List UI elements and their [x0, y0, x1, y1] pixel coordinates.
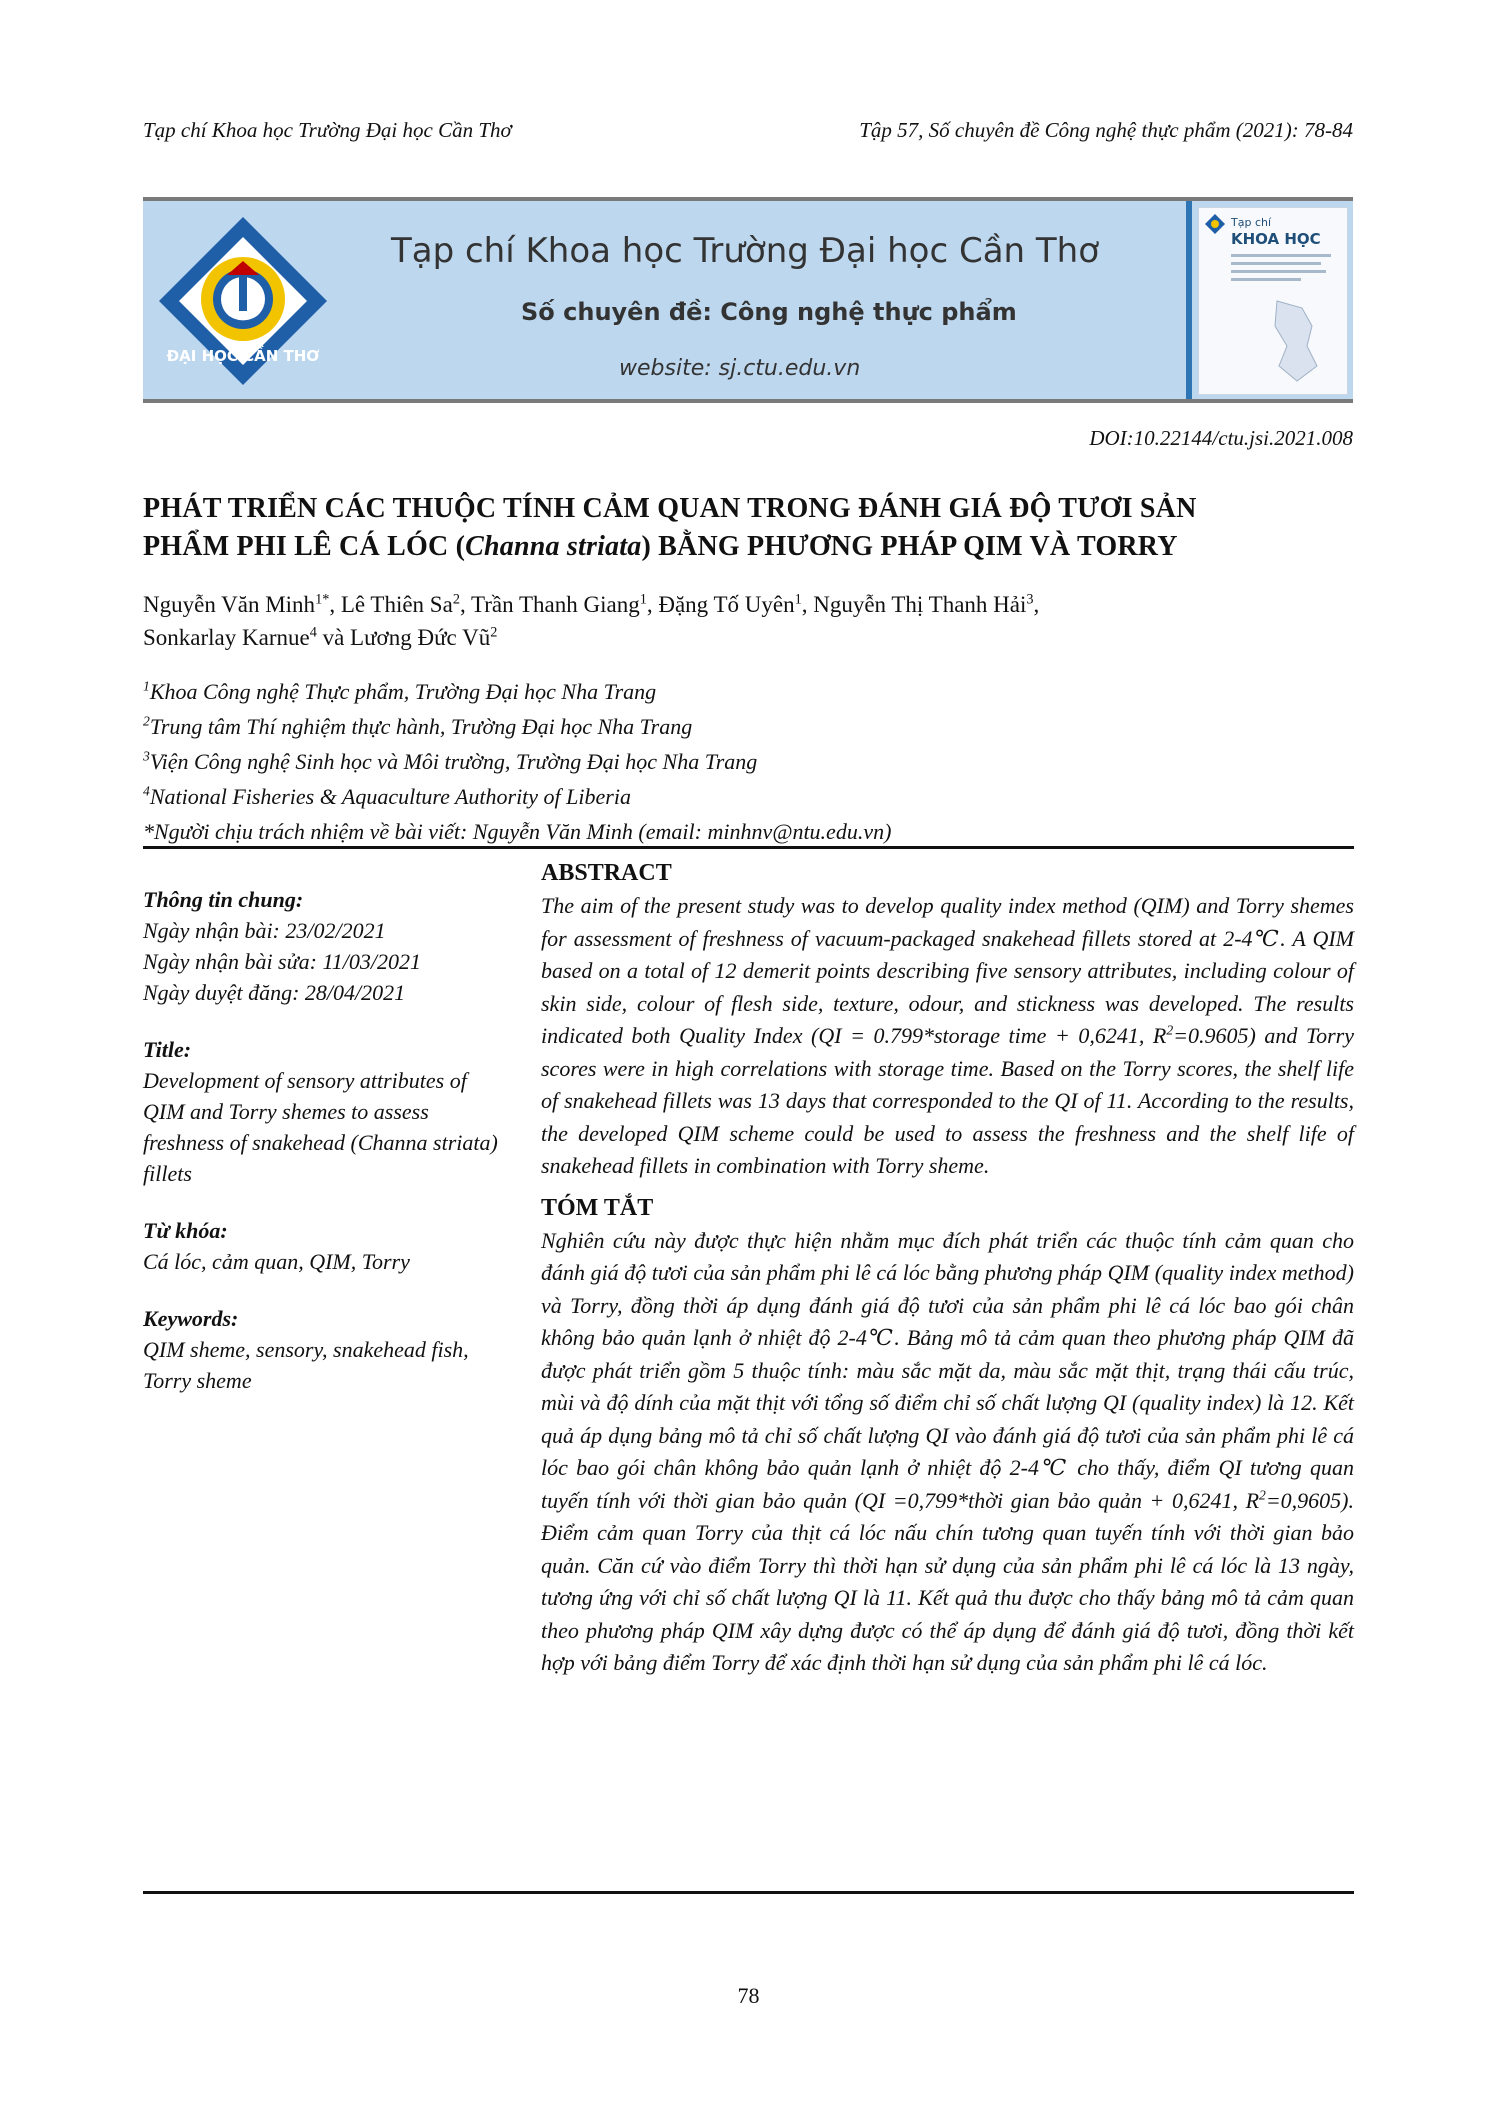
- cover-title: KHOA HỌC: [1231, 230, 1321, 248]
- info-heading: Thông tin chung:: [143, 887, 304, 912]
- title-part: PHẨM PHI LÊ CÁ LÓC (: [143, 531, 466, 562]
- author-list: Nguyễn Văn Minh$^{1*}$, Lê Thiên Sa$^2$, Trần Thanh Giang$^1$, Đặng Tố Uyên$^1$, Nguyễn Thị Thanh Hải$^3$, Sonkarlay Karnue$^4$ và Lương Đức $Vũ^2$: [143, 591, 1040, 650]
- affiliation: $^3$Viện Công nghệ Sinh học và Môi trường, Trường Đại học Nha Trang: [143, 748, 758, 774]
- journal-name: Tạp chí Khoa học Trường Đại học Cần Thơ: [143, 118, 512, 142]
- keywords-heading: Keywords:: [143, 1306, 239, 1331]
- abstract-column: [541, 856, 1354, 1680]
- vn-keywords: [143, 1215, 503, 1277]
- affiliations: [143, 674, 1358, 849]
- banner-title: Tạp chí Khoa học Trường Đại học Cần Thơ: [391, 231, 1100, 271]
- author: Sonkarlay Karnue$^4$: [143, 624, 317, 650]
- species-name: Channa striata: [465, 531, 642, 562]
- revised-date: Ngày nhận bài sửa: 11/03/2021: [143, 949, 422, 974]
- bottom-rule: [143, 1891, 1354, 1894]
- tu-khoa-text: Cá lóc, cảm quan, QIM, Torry: [143, 1249, 410, 1274]
- running-header: [143, 118, 1353, 143]
- banner-subtitle: Số chuyên đề: Công nghệ thực phẩm: [521, 298, 1017, 326]
- received-date: Ngày nhận bài: 23/02/2021: [143, 918, 386, 943]
- map-icon: [1257, 296, 1337, 386]
- article-info-column: [143, 884, 503, 1422]
- volume-info: Tập 57, Số chuyên đề Công nghệ thực phẩm (2021): 78-84: [859, 118, 1353, 142]
- author: Nguyễn Văn Minh$^{1*}$: [143, 591, 330, 617]
- university-logo-icon: [153, 211, 333, 391]
- en-title-text: Development of sensory attributes of QIM and Torry shemes to assess freshness of snakehead (Channa striata) fillets: [143, 1068, 498, 1186]
- en-title-heading: Title:: [143, 1037, 192, 1062]
- affiliation: $^2$Trung tâm Thí nghiệm thực hành, Trường Đại học Nha Trang: [143, 713, 693, 739]
- author: Nguyễn Thị Thanh Hải$^3$: [813, 591, 1034, 617]
- cover-tag: Tạp chí: [1231, 216, 1272, 229]
- page-number: 78: [737, 1983, 760, 2008]
- abstract-text: The aim of the present study was to develop quality index method (QIM) and Torry shemes for assessment of freshness of vacuum-packaged snakehead fillets stored at 2-4℃. A QIM based on a total of 12 demerit points describing five sensory attributes, including colour of skin side, colour of flesh side, texture, odour, and stickness was developed. The results indicated both Quality Index (QI = 0.799*storage time + 0,6241, $R^2=0.9605$) and Torry scores were in high correlations with storage time. Based on the Torry scores, the shelf life of snakehead fillets was 13 days that corresponded to the QI of 11. According to the results, the developed QIM scheme could be used to assess the freshness and the shelf life of snakehead fillets in combination with Torry sheme.: [541, 893, 1355, 1178]
- journal-banner: [143, 197, 1353, 403]
- banner-stripe: [1186, 201, 1192, 399]
- title-line-1: PHÁT TRIỂN CÁC THUỘC TÍNH CẢM QUAN TRONG ĐÁNH GIÁ ĐỘ TƯƠI SẢN: [143, 493, 1197, 524]
- general-info: [143, 884, 503, 1008]
- banner-website: website: sj.ctu.edu.vn: [619, 356, 861, 381]
- keywords-text: QIM sheme, sensory, snakehead fish, Torry sheme: [143, 1337, 469, 1393]
- author: Lê Thiên Sa$^2$: [340, 591, 460, 617]
- en-keywords: [143, 1303, 503, 1396]
- author: Lương Đức $Vũ^2$: [350, 624, 498, 650]
- author: Trần Thanh Giang$^1$: [471, 591, 647, 617]
- article-title: [143, 490, 1358, 566]
- journal-cover-thumbnail: [1198, 207, 1348, 395]
- abstract-heading: ABSTRACT: [541, 860, 672, 886]
- doi: DOI:10.22144/ctu.jsi.2021.008: [1089, 426, 1353, 450]
- top-rule: [143, 846, 1354, 849]
- accepted-date: Ngày duyệt đăng: 28/04/2021: [143, 980, 406, 1005]
- author: Đặng Tố Uyên$^1$: [658, 591, 802, 617]
- cover-text-lines: [1231, 254, 1331, 286]
- affiliation: $^1$Khoa Công nghệ Thực phẩm, Trường Đại học Nha Trang: [143, 678, 657, 704]
- corresponding-author: *Người chịu trách nhiệm về bài viết: Nguyễn Văn Minh (email: minhnv@ntu.edu.vn): [143, 819, 892, 844]
- tu-khoa-heading: Từ khóa:: [143, 1218, 228, 1243]
- affiliation: $^4$National Fisheries & Aquaculture Authority of Liberia: [143, 783, 631, 809]
- english-title: [143, 1034, 503, 1189]
- small-logo-icon: [1205, 214, 1225, 234]
- tom-tat-text: Nghiên cứu này được thực hiện nhằm mục đích phát triển các thuộc tính cảm quan cho đánh giá độ tươi của sản phẩm phi lê cá lóc bằng phương pháp QIM (quality index method) và Torry, đồng thời áp dụng đánh giá độ tươi của sản phẩm phi lê cá lóc bao gói chân không bảo quản lạnh ở nhiệt độ 2-4℃. Bảng mô tả cảm quan theo phương pháp QIM đã được phát triển gồm 5 thuộc tính: màu sắc mặt da, màu sắc mặt thịt, trạng thái cấu trúc, mùi và độ dính của mặt thịt với tổng số điểm chỉ số chất lượng QI (quality index) là 12. Kết quả áp dụng bảng mô tả chỉ số chất lượng QI vào đánh giá độ tươi của sản phẩm phi lê cá lóc bao gói chân không bảo quản lạnh ở nhiệt độ 2-4℃ cho thấy, điểm QI tương quan tuyến tính với thời gian bảo quản (QI =0,799*thời gian bảo quản + 0,6241, $R^2=0,9605$). Điểm cảm quan Torry của thịt cá lóc nấu chín tương quan tuyến tính với thời gian bảo quản. Căn cứ vào điểm Torry thì thời hạn sử dụng của sản phẩm phi lê cá lóc là 13 ngày, tương ứng với chỉ số chất lượng QI là 11. Kết quả thu được cho thấy bảng mô tả cảm quan theo phương pháp QIM xây dựng được có thể áp dụng để đánh giá độ tươi, đồng thời kết hợp với bảng điểm Torry để xác định thời hạn sử dụng của sản phẩm phi lê cá lóc.: [541, 1227, 1354, 1675]
- title-line-2: [143, 528, 1358, 566]
- title-part: ) BẰNG PHƯƠNG PHÁP QIM VÀ TORRY: [641, 531, 1178, 562]
- logo-text: ĐẠI HỌC CẦN THƠ: [166, 347, 320, 365]
- tom-tat-heading: TÓM TẮT: [541, 1194, 654, 1221]
